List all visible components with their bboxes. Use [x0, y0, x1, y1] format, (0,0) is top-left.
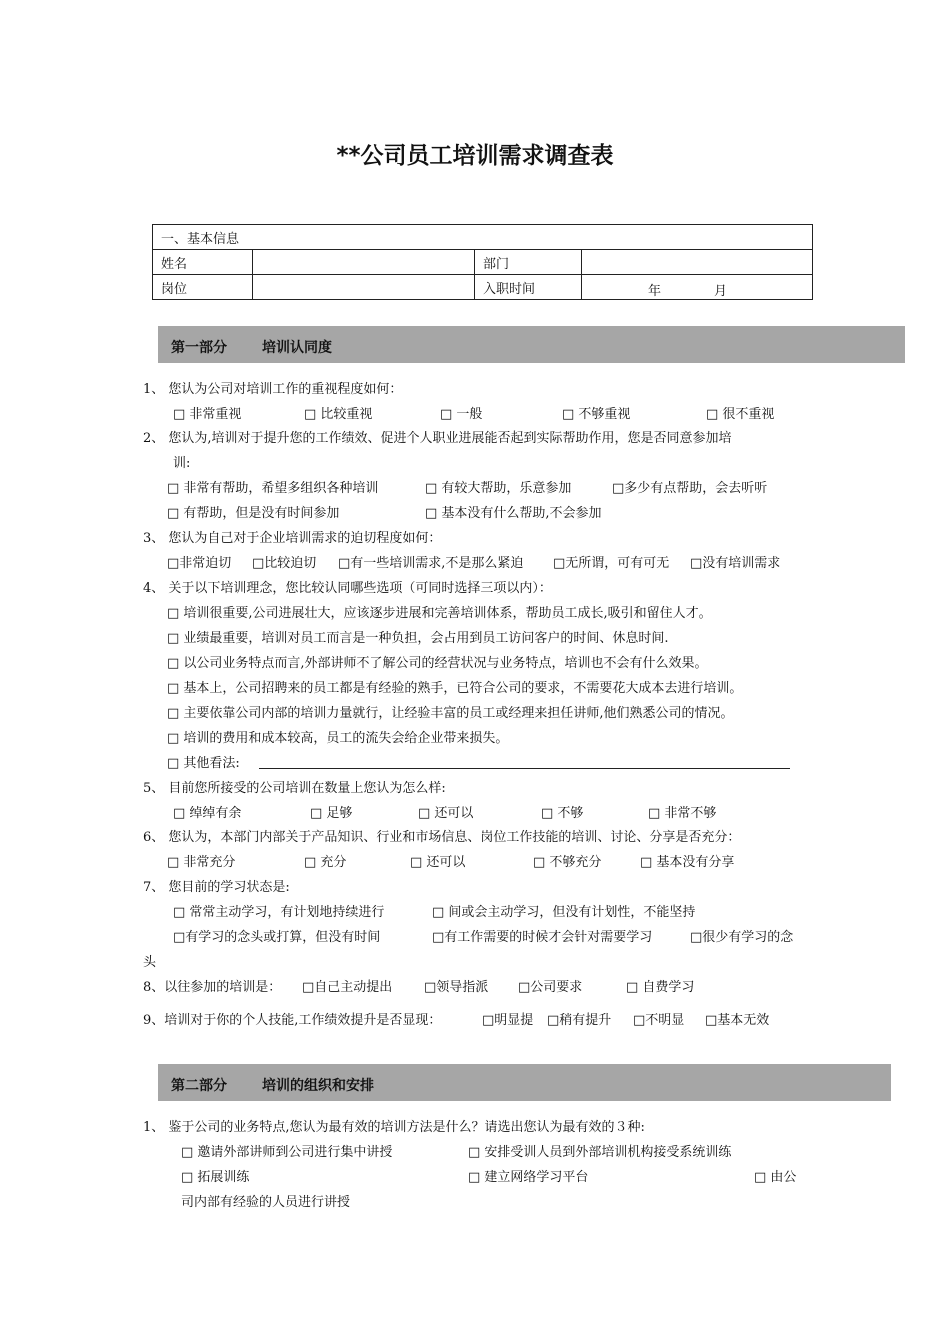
q5-option-1[interactable]: □ 绰绰有余	[173, 806, 242, 821]
part2-heading-title: 培训的组织和安排	[262, 1078, 374, 1094]
question-4: 4、 关于以下培训理念，您比较认同哪些选项（可同时选择三项以内）：	[143, 581, 552, 596]
month-label: 月	[714, 284, 728, 299]
question-2: 2、 您认为,培训对于提升您的工作绩效、促进个人职业进展能否起到实际帮助作用，您是否同意参加培	[143, 431, 732, 446]
q2-option-4[interactable]: □ 有帮助，但是没有时间参加	[167, 506, 340, 521]
q8-option-3[interactable]: □公司要求	[518, 980, 583, 995]
position-label: 岗位	[153, 275, 253, 300]
dept-field[interactable]	[582, 250, 813, 275]
q3-option-1[interactable]: □非常迫切	[167, 556, 232, 571]
q2-option-2[interactable]: □ 有较大帮助，乐意参加	[425, 481, 572, 496]
question-2-cont: 训:	[173, 456, 191, 471]
q7-option-3[interactable]: □有学习的念头或打算，但没有时间	[173, 930, 381, 945]
q9-option-4[interactable]: □基本无效	[705, 1013, 770, 1028]
q5-option-2[interactable]: □ 足够	[310, 806, 353, 821]
part1-heading-number: 第一部分	[171, 340, 227, 356]
q7-option-1[interactable]: □ 常常主动学习，有计划地持续进行	[173, 905, 385, 920]
hire-date-field[interactable]	[582, 275, 813, 300]
question-6: 6、 您认为，本部门内部关于产品知识、行业和市场信息、岗位工作技能的培训、讨论、分享是否充分：	[143, 830, 741, 845]
q7-option-4[interactable]: □有工作需要的时候才会针对需要学习	[432, 930, 653, 945]
part2-question-1: 1、 鉴于公司的业务特点,您认为最有效的培训方法是什么？请选出您认为最有效的３种:	[143, 1120, 645, 1135]
q4-option-2[interactable]: □ 业绩最重要，培训对员工而言是一种负担，会占用到员工访问客户的时间、休息时间.	[167, 631, 669, 646]
position-field[interactable]	[253, 275, 475, 300]
question-3: 3、 您认为自己对于企业培训需求的迫切程度如何：	[143, 531, 442, 546]
q2-option-5[interactable]: □ 基本没有什么帮助,不会参加	[425, 506, 602, 521]
q7-option-5-cont: 头	[143, 955, 157, 970]
question-9: 9、培训对于你的个人技能,工作绩效提升是否显现：	[143, 1013, 442, 1028]
q1-option-1[interactable]: □ 非常重视	[173, 407, 242, 422]
dept-label: 部门	[475, 250, 582, 275]
q6-option-4[interactable]: □ 不够充分	[533, 855, 602, 870]
q4-option-5[interactable]: □ 主要依靠公司内部的培训力量就行，让经验丰富的员工或经理来担任讲师,他们熟悉公司的情况。	[167, 706, 734, 721]
part1-heading-title: 培训认同度	[262, 340, 332, 356]
q5-option-3[interactable]: □ 还可以	[418, 806, 474, 821]
basic-info-table	[152, 224, 813, 300]
q8-option-1[interactable]: □自己主动提出	[302, 980, 393, 995]
page-title: **公司员工培训需求调查表	[336, 143, 614, 169]
q2-option-3[interactable]: □多少有点帮助，会去听听	[612, 481, 768, 496]
p2q1-option-2[interactable]: □ 安排受训人员到外部培训机构接受系统训练	[468, 1145, 732, 1160]
p2q1-option-5-cont: 司内部有经验的人员进行讲授	[181, 1195, 351, 1210]
q8-option-4[interactable]: □ 自费学习	[626, 980, 695, 995]
name-field[interactable]	[253, 250, 475, 275]
q7-option-2[interactable]: □ 间或会主动学习，但没有计划性，不能坚持	[432, 905, 696, 920]
q7-option-5[interactable]: □很少有学习的念	[690, 930, 794, 945]
q4-option-1[interactable]: □ 培训很重要,公司进展壮大，应该逐步进展和完善培训体系，帮助员工成长,吸引和留住人才。	[167, 606, 712, 621]
q9-option-2[interactable]: □稍有提升	[547, 1013, 612, 1028]
p2q1-option-3[interactable]: □ 拓展训练	[181, 1170, 250, 1185]
question-8: 8、以往参加的培训是：	[143, 980, 282, 995]
p2q1-option-4[interactable]: □ 建立网络学习平台	[468, 1170, 589, 1185]
year-label: 年	[648, 284, 662, 299]
q4-option-other[interactable]: □ 其他看法:	[167, 756, 240, 771]
q2-option-1[interactable]: □ 非常有帮助，希望多组织各种培训	[167, 481, 379, 496]
p2q1-option-5[interactable]: □ 由公	[754, 1170, 797, 1185]
q9-option-3[interactable]: □不明显	[633, 1013, 685, 1028]
q1-option-5[interactable]: □ 很不重视	[706, 407, 775, 422]
q1-option-2[interactable]: □ 比较重视	[304, 407, 373, 422]
q1-option-3[interactable]: □ 一般	[440, 407, 483, 422]
hire-date-label: 入职时间	[475, 275, 582, 300]
question-5: 5、 目前您所接受的公司培训在数量上您认为怎么样:	[143, 781, 446, 796]
q6-option-1[interactable]: □ 非常充分	[167, 855, 236, 870]
other-opinion-line[interactable]	[259, 768, 790, 769]
q6-option-2[interactable]: □ 充分	[304, 855, 347, 870]
q3-option-4[interactable]: □无所谓，可有可无	[553, 556, 670, 571]
q8-option-2[interactable]: □领导指派	[424, 980, 489, 995]
q4-option-6[interactable]: □ 培训的费用和成本较高，员工的流失会给企业带来损失。	[167, 731, 509, 746]
q3-option-5[interactable]: □没有培训需求	[690, 556, 781, 571]
q6-option-5[interactable]: □ 基本没有分享	[640, 855, 735, 870]
q5-option-4[interactable]: □ 不够	[541, 806, 584, 821]
basic-info-header: 一、基本信息	[153, 225, 813, 250]
part2-heading-number: 第二部分	[171, 1078, 227, 1094]
p2q1-option-1[interactable]: □ 邀请外部讲师到公司进行集中讲授	[181, 1145, 393, 1160]
q3-option-3[interactable]: □有一些培训需求,不是那么紧迫	[338, 556, 524, 571]
q1-option-4[interactable]: □ 不够重视	[562, 407, 631, 422]
q9-option-1[interactable]: □明显提	[482, 1013, 534, 1028]
q4-option-3[interactable]: □ 以公司业务特点而言,外部讲师不了解公司的经营状况与业务特点，培训也不会有什么效果。	[167, 656, 708, 671]
question-7: 7、 您目前的学习状态是:	[143, 880, 290, 895]
q6-option-3[interactable]: □ 还可以	[410, 855, 466, 870]
question-1: 1、 您认为公司对培训工作的重视程度如何：	[143, 382, 403, 397]
q5-option-5[interactable]: □ 非常不够	[648, 806, 717, 821]
part1-heading	[158, 326, 905, 363]
q4-option-4[interactable]: □ 基本上，公司招聘来的员工都是有经验的熟手，已符合公司的要求，不需要花大成本去进行培训。	[167, 681, 743, 696]
q3-option-2[interactable]: □比较迫切	[252, 556, 317, 571]
name-label: 姓名	[153, 250, 253, 275]
part2-heading	[158, 1064, 891, 1101]
